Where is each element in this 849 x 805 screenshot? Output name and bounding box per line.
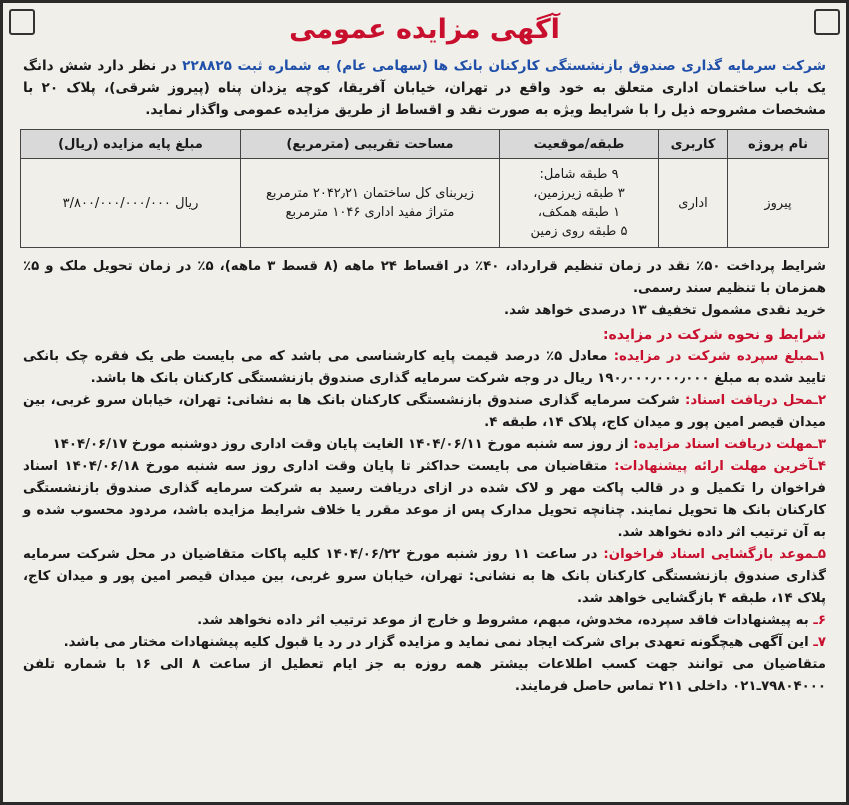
lead-text: در نظر دارد شش دانگ یک باب ساختمان اداری متعلق به خود واقع در تهران، خیابان آفریقا، کوچه یزدان پناه (پیروز شرقی)، پلاک ۲۰ با مشخصات مشروحه ذیل را با شرایط ویژه به صورت نقد و اقساط از طریق مزایده عمومی واگذار نماید. bbox=[23, 58, 826, 118]
cell-price: ۳/۸۰۰/۰۰۰/۰۰۰/۰۰۰ ریال bbox=[21, 159, 241, 248]
cell-area bbox=[241, 159, 500, 248]
condition-item bbox=[23, 610, 826, 632]
item-text: در ساعت ۱۱ روز شنبه مورخ ۱۴۰۴/۰۶/۲۲ کلیه پاکات متقاضیان در محل شرکت سرمایه گذاری صندوق بازنشستگی کارکنان بانک ها به نشانی: تهران، خیابان سرو غربی، بین میدان قیصر امین پور و میدان کاج، پلاک ۱۴، طبقه ۴ بازگشایی خواهد شد. bbox=[23, 547, 826, 606]
corner-mark-right bbox=[814, 9, 840, 35]
payment-terms: شرایط پرداخت ۵۰٪ نقد در زمان تنظیم قرارداد، ۴۰٪ در اقساط ۲۴ ماهه (۸ قسط ۳ ماهه)، ۵٪ در زمان تحویل ملک و ۵٪ همزمان با تنظیم سند رسمی. bbox=[23, 259, 826, 296]
condition-item bbox=[23, 632, 826, 654]
condition-item bbox=[23, 346, 826, 390]
item-text: متقاضیان می بایست حداکثر تا پایان وقت اداری روز سه شنبه مورخ ۱۴۰۴/۰۶/۱۸ اسناد فراخوان را تکمیل و در قالب پاکت مهر و لاک شده در ازای دریافت رسید به شرکت سرمایه گذاری صندوق بازنشستگی کارکنان بانک ها تحویل نمایند. چنانچه تحویل مدارک پس از موعد مقرر یا خلاف شرایط مزایده باشد، مردود محسوب شده و به آن ترتیب اثر داده نخواهد شد. bbox=[23, 459, 826, 540]
item-text: از روز سه شنبه مورخ ۱۴۰۴/۰۶/۱۱ الغایت پایان وقت اداری روز دوشنبه مورخ ۱۴۰۴/۰۶/۱۷ bbox=[52, 437, 634, 452]
table-row bbox=[21, 159, 829, 248]
floors-line: ۱ طبقه همکف، bbox=[537, 205, 621, 220]
cell-project: پیروز bbox=[728, 159, 829, 248]
item-label: مهلت دریافت اسناد مزایده: bbox=[633, 437, 814, 452]
item-number: ۷ـ bbox=[813, 635, 826, 650]
corner-mark-left bbox=[9, 9, 35, 35]
table-header-row bbox=[21, 130, 829, 159]
item-text: به پیشنهادات فاقد سپرده، مخدوش، مبهم، مشروط و خارج از موعد ترتیب اثر داده نخواهد شد. bbox=[197, 613, 814, 628]
item-number: ۶ـ bbox=[813, 613, 826, 628]
item-label: مبلغ سپرده شرکت در مزایده: bbox=[613, 349, 814, 364]
floors-line: ۳ طبقه زیرزمین، bbox=[533, 186, 625, 201]
area-line: متراژ مفید اداری ۱۰۴۶ مترمربع bbox=[285, 205, 455, 220]
col-floors-header: طبقه/موقعیت bbox=[500, 130, 659, 159]
notice-lead bbox=[23, 55, 826, 121]
condition-item bbox=[23, 434, 826, 456]
cash-discount: خرید نقدی مشمول تخفیف ۱۳ درصدی خواهد شد. bbox=[504, 303, 826, 318]
col-area-header: مساحت تقریبی (مترمربع) bbox=[241, 130, 500, 159]
item-label: موعد بازگشایی اسناد فراخوان: bbox=[603, 547, 814, 562]
condition-item bbox=[23, 456, 826, 544]
conditions-title: شرایط و نحوه شرکت در مزایده: bbox=[602, 327, 826, 343]
item-text: معادل ۵٪ درصد قیمت پایه کارشناسی می باشد که می بایست طی یک فقره چک بانکی تایید شده به مبلغ ۱۹۰٫۰۰۰٫۰۰۰٫۰۰۰ ریال در وجه شرکت سرمایه گذاری صندوق بازنشستگی کارکنان بانک ها باشد. bbox=[23, 349, 826, 386]
cell-floors bbox=[500, 159, 659, 248]
auction-table bbox=[20, 129, 829, 248]
item-number: ۴ـ bbox=[813, 459, 826, 474]
item-number: ۱ـ bbox=[813, 349, 826, 364]
notice-title: آگهی مزایده عمومی bbox=[289, 14, 560, 45]
condition-item bbox=[23, 390, 826, 434]
item-number: ۳ـ bbox=[813, 437, 826, 452]
floors-line: ۵ طبقه روی زمین bbox=[530, 224, 628, 239]
item-text: شرکت سرمایه گذاری صندوق بازنشستگی کارکنان بانک ها به نشانی: تهران، خیابان سرو غربی، بین میدان قیصر امین پور و میدان کاج، پلاک ۱۴، طبقه ۴. bbox=[23, 393, 826, 430]
company-name: شرکت سرمایه گذاری صندوق بازنشستگی کارکنان بانک ها (سهامی عام) به شماره ثبت ۲۲۸۸۲۵ bbox=[182, 58, 826, 74]
col-usage-header: کاربری bbox=[659, 130, 728, 159]
floors-line: ۹ طبقه شامل: bbox=[539, 167, 619, 182]
col-project-header: نام پروژه bbox=[728, 130, 829, 159]
col-price-header: مبلغ پایه مزایده (ریال) bbox=[21, 130, 241, 159]
condition-item bbox=[23, 544, 826, 610]
item-number: ۲ـ bbox=[813, 393, 826, 408]
contact-info: متقاضیان می توانند جهت کسب اطلاعات بیشتر همه روزه به جز ایام تعطیل از ساعت ۸ الی ۱۶ با شماره تلفن ۷۹۸۰۴۰۰۰ـ۰۲۱ داخلی ۲۱۱ تماس حاصل فرمایند. bbox=[23, 657, 826, 694]
area-line: زیربنای کل ساختمان ۲۰۴۲٫۲۱ مترمربع bbox=[265, 186, 474, 201]
item-number: ۵ـ bbox=[813, 547, 826, 562]
item-label: محل دریافت اسناد: bbox=[685, 393, 814, 408]
item-text: این آگهی هیچگونه تعهدی برای شرکت ایجاد نمی نماید و مزایده گزار در رد یا قبول کلیه پیشنهادات مختار می باشد. bbox=[63, 635, 814, 650]
item-label: آخرین مهلت ارائه پیشنهادات: bbox=[614, 459, 814, 474]
cell-usage: اداری bbox=[659, 159, 728, 248]
